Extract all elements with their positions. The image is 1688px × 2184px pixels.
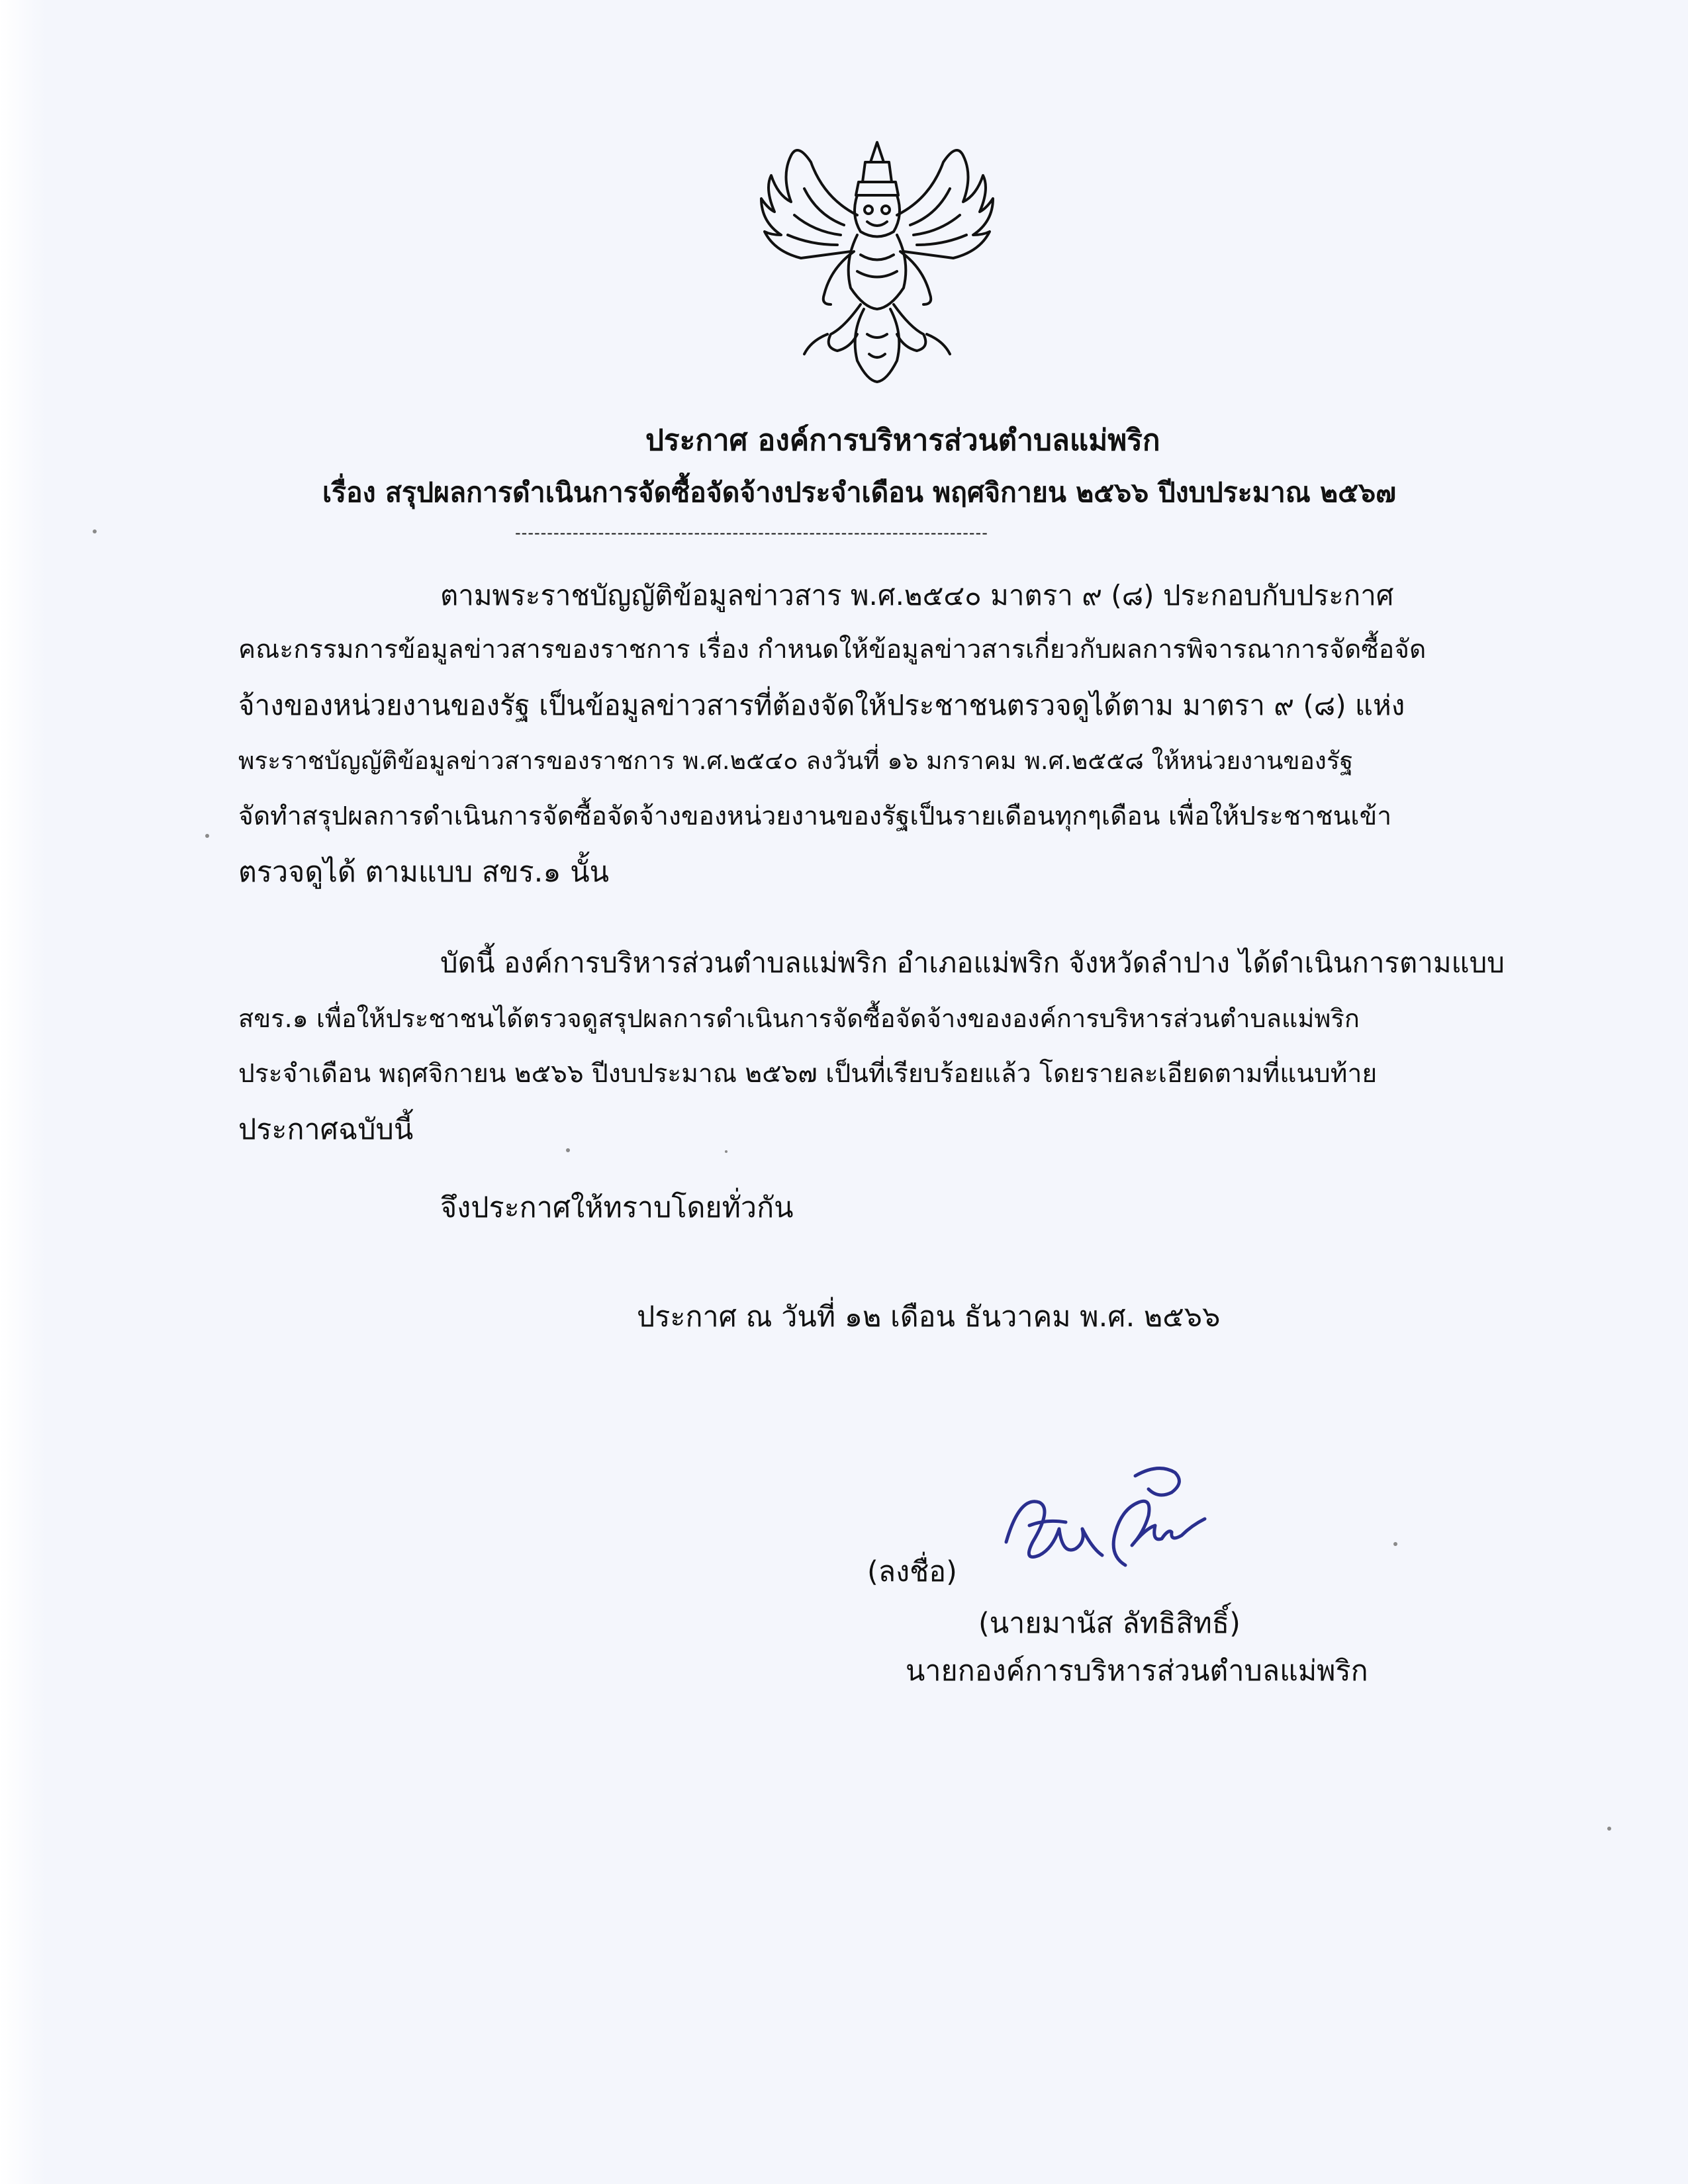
paragraph-2-line-4: ประกาศฉบับนี้ <box>238 1113 414 1146</box>
scan-speck <box>205 834 209 838</box>
paragraph-1-line-1: ตามพระราชบัญญัติข้อมูลข่าวสาร พ.ศ.๒๕๔๐ มาตรา ๙ (๘) ประกอบกับประกาศ <box>440 579 1394 612</box>
signature-icon <box>993 1456 1218 1602</box>
heading-divider: -------------------------------------------------------------------------- <box>515 523 988 542</box>
paragraph-1-line-4: พระราชบัญญัติข้อมูลข่าวสารของราชการ พ.ศ.๒๕๔๐ ลงวันที่ ๑๖ มกราคม พ.ศ.๒๕๕๘ ให้หน่วยงานของรัฐ <box>238 747 1354 775</box>
paragraph-1-line-5: จัดทำสรุปผลการดำเนินการจัดซื้อจัดจ้างของหน่วยงานของรัฐเป็นรายเดือนทุกๆเดือน เพื่อให้ประชาชนเข้า <box>238 801 1392 831</box>
signer-name: (นายมานัส ลัทธิสิทธิ์) <box>978 1607 1241 1640</box>
scan-edge <box>0 0 46 2184</box>
scan-speck <box>1607 1827 1611 1831</box>
garuda-emblem-icon <box>751 136 1003 387</box>
paragraph-2-line-3: ประจำเดือน พฤศจิกายน ๒๕๖๖ ปีงบประมาณ ๒๕๖๗ เป็นที่เรียบร้อยแล้ว โดยรายละเอียดตามที่แนบท้าย <box>238 1059 1378 1089</box>
closing-statement: จึงประกาศให้ทราบโดยทั่วกัน <box>440 1191 794 1224</box>
signer-title: นายกองค์การบริหารส่วนตำบลแม่พริก <box>906 1655 1368 1688</box>
paragraph-2-line-1: บัดนี้ องค์การบริหารส่วนตำบลแม่พริก อำเภอแม่พริก จังหวัดลำปาง ได้ดำเนินการตามแบบ <box>440 946 1505 979</box>
heading-line-2: เรื่อง สรุปผลการดำเนินการจัดซื้อจัดจ้างประจำเดือน พฤศจิกายน ๒๕๖๖ ปีงบประมาณ ๒๕๖๗ <box>322 477 1396 508</box>
announcement-date: ประกาศ ณ วันที่ ๑๒ เดือน ธันวาคม พ.ศ. ๒๕๖๖ <box>637 1300 1221 1334</box>
sign-label: (ลงชื่อ) <box>867 1555 957 1588</box>
scan-speck <box>1393 1542 1397 1546</box>
scan-speck <box>725 1150 727 1153</box>
scan-speck <box>93 529 97 533</box>
paragraph-2-line-2: สขร.๑ เพื่อให้ประชาชนได้ตรวจดูสรุปผลการดำเนินการจัดซื้อจัดจ้างขององค์การบริหารส่วนตำบลแม่พริก <box>238 1004 1360 1033</box>
paragraph-1-line-2: คณะกรรมการข้อมูลข่าวสารของราชการ เรื่อง กำหนดให้ข้อมูลข่าวสารเกี่ยวกับผลการพิจารณาการจัดซื้อจัด <box>238 635 1427 664</box>
heading-line-1: ประกาศ องค์การบริหารส่วนตำบลแม่พริก <box>645 424 1160 457</box>
paragraph-1-line-3: จ้างของหน่วยงานของรัฐ เป็นข้อมูลข่าวสารที่ต้องจัดให้ประชาชนตรวจดูได้ตาม มาตรา ๙ (๘) แห่ง <box>238 689 1405 721</box>
paragraph-1-line-6: ตรวจดูได้ ตามแบบ สขร.๑ นั้น <box>238 856 610 889</box>
scan-speck <box>566 1148 570 1152</box>
